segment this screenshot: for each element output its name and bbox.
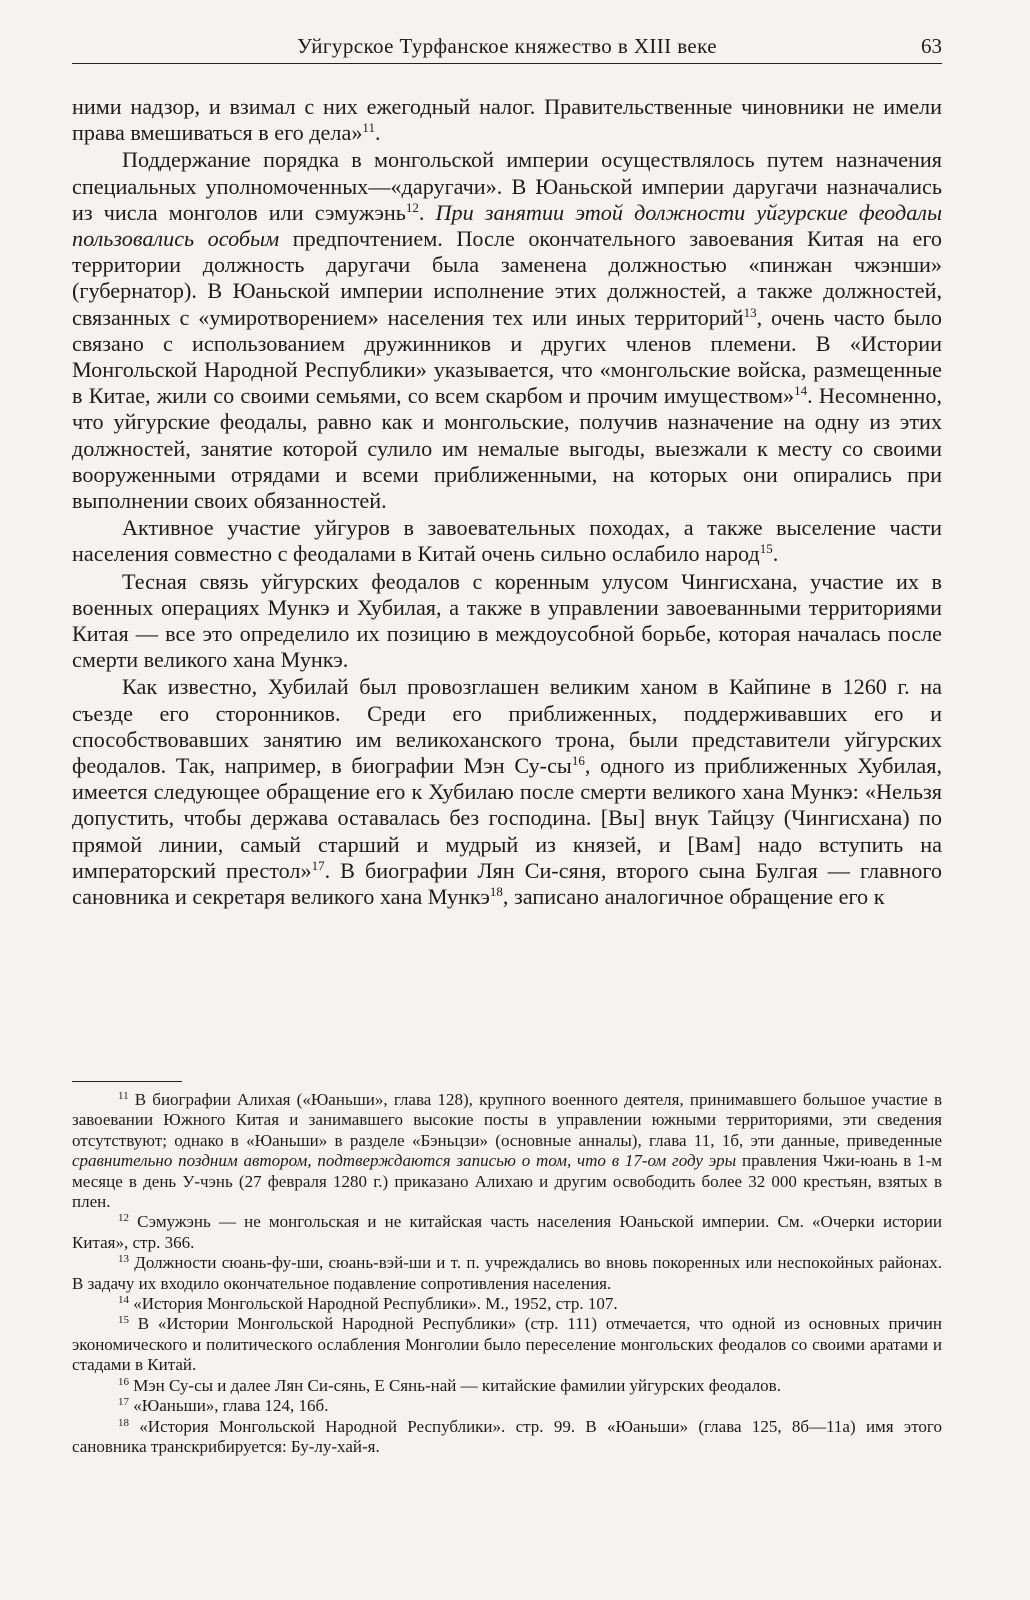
footnote-ref-18: 18 xyxy=(489,884,503,900)
footnote-17: $^{17}$ «Юаньши», глава 124, 16б. xyxy=(118,1396,329,1416)
main-text xyxy=(72,94,942,910)
footnote-ref-11: 11 xyxy=(362,120,375,136)
footnote-ref-17: 17 xyxy=(311,857,325,873)
footnote-12: $^{12}$ Сэмужэнь — не монгольская и не китайская часть населения Юаньской империи. См. «Очерки истории Китая», стр. 366. xyxy=(72,1212,942,1252)
paragraph-5: Как известно, Хубилай был провозглашен великим ханом в Кайпине в 1260 г. на съезде его сторонников. Среди его приближенных, поддерживавших его и способствовавших занятию им великоханского трона, были представители уйгурских феодалов. Так, например, в биографии Мэн $Су-сы^{16}$, одного из приближенных Хубилая, имеется следующее обращение его к Хубилаю после смерти великого хана Мункэ: «Нельзя допустить, чтобы держава оставалась без господина. [Вы] внук Тайцзу (Чингисхана) по прямой линии, самый старший и мудрый из князей, и [Вам] надо вступить на императорский престол»$^{17}$. В биографии Лян Си-сяня, второго сына Булгая — главного сановника и секретаря великого хана Мункэ$^{18}$, записано аналогичное обращение его к xyxy=(72,674,942,910)
page-number: 63 xyxy=(921,34,942,58)
footnote-18: $^{18}$ «История Монгольской Народной Республики». стр. 99. В «Юаньши» (глава 125, 8б—11а) имя этого сановника транскрибируется: Бу-лу-хай-я. xyxy=(72,1416,942,1456)
footnote-16: $^{16}$ Мэн Су-сы и далее Лян Си-сянь, Е Сянь-най — китайские фамилии уйгурских феодалов. xyxy=(118,1375,781,1395)
footnote-ref-15: 15 xyxy=(759,541,773,557)
running-title: Уйгурское Турфанское княжество в XIII веке xyxy=(297,34,717,58)
footnote-ref-12: 12 xyxy=(405,199,419,215)
footnote-divider xyxy=(72,1081,182,1082)
footnote-15: $^{15}$ В «Истории Монгольской Народной Республики» (стр. 111) отмечается, что одной из основных причин экономического и политического ослабления Монголии было переселение монгольских феодалов со своими аратами и стадами в Китай. xyxy=(72,1314,942,1375)
paragraph-1: ними надзор, и взимал с них ежегодный налог. Правительственные чиновники не имели права вмешиваться в его дела»$^{11}$. xyxy=(72,94,942,146)
running-header xyxy=(72,34,942,64)
paragraph-3: Активное участие уйгуров в завоевательных походах, а также выселение части населения совместно с феодалами в Китай очень сильно ослабило народ$^{15}$. xyxy=(72,515,942,567)
footnote-13: $^{13}$ Должности сюань-фу-ши, сюань-вэй-ши и т. п. учреждались во вновь покоренных или неспокойных районах. В задачу их входило окончательное подавление сопротивления населения. xyxy=(72,1253,942,1293)
paragraph-2: Поддержание порядка в монгольской империи осуществлялось путем назначения специальных уполномоченных—«даругачи». В Юаньской империи даругачи назначались из числа монголов или сэмужэнь$^{12}$. При занятии этой должности уйгурские феодалы пользовались особым предпочтением. После окончательного завоевания Китая на его территории должность даругачи была заменена должностью «пинжан чжэнши» (губернатор). В Юаньской империи исполнение этих должностей, а также должностей, связанных с «умиротворением» населения тех или иных территорий$^{13}$, очень часто было связано с использованием дружинников и других членов племени. В «Истории Монгольской Народной Республики» указывается, что «монгольские войска, размещенные в Китае, жили со своими семьями, со всем скарбом и прочим имуществом»$^{14}$. Несомненно, что уйгурские феодалы, равно как и монгольские, получив назначение на одну из этих должностей, занятие которой сулило им немалые выгоды, выезжали к месту со своими вооруженными отрядами и всеми приближенными, на которых они опирались при выполнении своих обязанностей. xyxy=(72,147,942,514)
footnote-ref-13: 13 xyxy=(743,304,757,320)
footnote-11: $^{11}$ В биографии Алихая («Юаньши», глава 128), крупного военного деятеля, принимавшего большое участие в завоевании Южного Китая и занимавшего высокие посты в управлении южными территориями, эти сведения отсутствуют; однако в «Юаньши» в разделе «Бэньцзи» (основные анналы), глава 11, 1б, эти данные, приведенные сравнительно поздним автором, подтверждаются записью о том, что в 17-ом году эры правления Чжи-юань в 1-м месяце в день У-чэнь (27 февраля 1280 г.) приказано Алихаю и другим освободить более 32 000 крестьян, взятых в плен. xyxy=(72,1090,942,1212)
footnote-ref-14: 14 xyxy=(794,383,808,399)
footnotes xyxy=(72,1090,942,1457)
italic-passage: При занятии этой должности уйгурские феодалы пользовались особым xyxy=(72,199,942,252)
footnote-ref-16: 16 xyxy=(571,753,585,769)
footnote-14: $^{14}$ «История Монгольской Народной Республики». М., 1952, стр. 107. xyxy=(118,1294,618,1314)
paragraph-4: Тесная связь уйгурских феодалов с коренным улусом Чингисхана, участие их в военных операциях Мункэ и Хубилая, а также в управлении завоеванными территориями Китая — все это определило их позицию в междоусобной борьбе, которая началась после смерти великого хана Мункэ. xyxy=(72,568,942,673)
